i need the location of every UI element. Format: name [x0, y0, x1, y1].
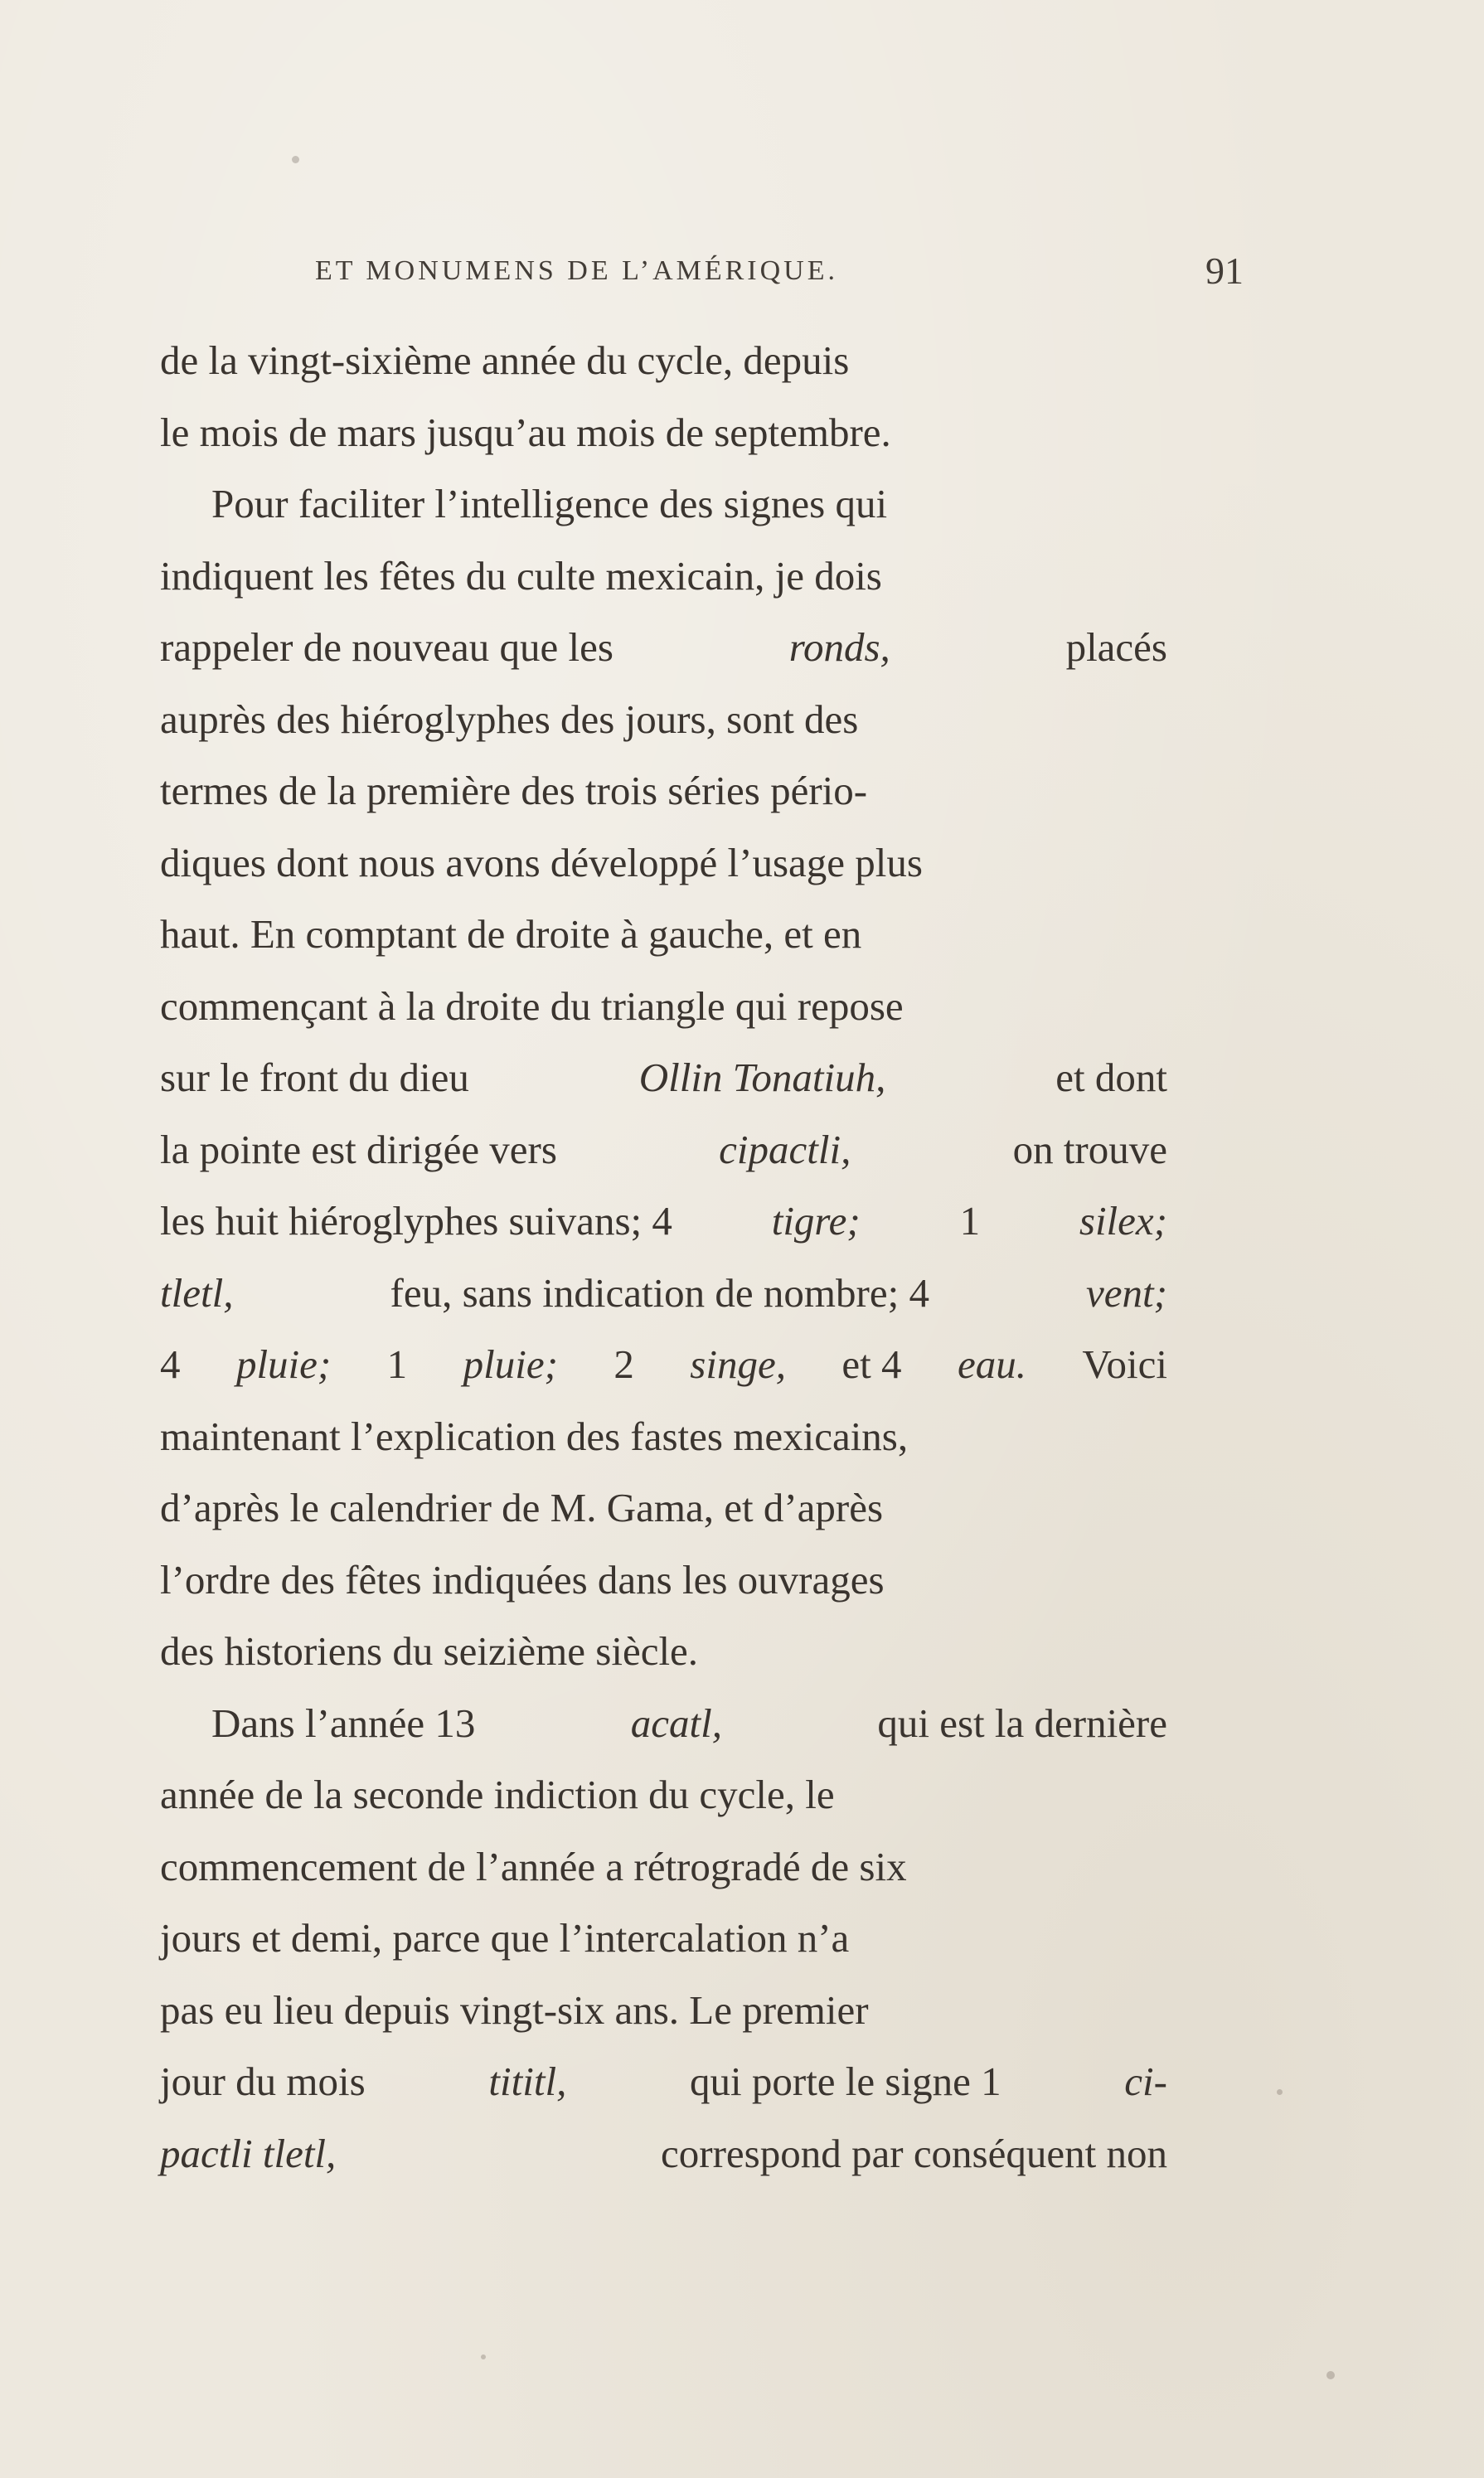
text-segment: diques dont nous avons développé l’usage plus	[160, 839, 923, 885]
text-line-content	[160, 1258, 1167, 1330]
text-segment: qui est la dernière	[877, 1700, 1167, 1746]
text-segment: 2	[613, 1341, 634, 1387]
text-line	[160, 1545, 1167, 1617]
text-line-content	[160, 1042, 1167, 1114]
italic-term: pluie;	[463, 1341, 558, 1387]
text-line	[160, 1616, 1167, 1688]
text-line	[160, 1688, 1167, 1760]
text-segment: Dans l’année 13	[211, 1700, 476, 1746]
text-line	[160, 1258, 1167, 1330]
italic-term: cipactli,	[719, 1126, 851, 1172]
italic-term: eau.	[957, 1341, 1026, 1387]
text-segment: 4	[160, 1341, 181, 1387]
text-line-content	[160, 1329, 1167, 1401]
text-segment: jour du mois	[160, 2059, 366, 2104]
text-segment: haut. En comptant de droite à gauche, et en	[160, 911, 862, 957]
italic-term: ronds,	[788, 624, 890, 670]
text-line	[160, 1975, 1167, 2047]
text-segment: feu, sans indication de nombre; 4	[390, 1269, 929, 1316]
italic-term: silex;	[1079, 1198, 1167, 1244]
text-segment: Pour faciliter l’intelligence des signes qui	[211, 481, 888, 526]
text-segment: l’ordre des fêtes indiquées dans les ouvrages	[160, 1556, 885, 1603]
text-line-content	[160, 2118, 1167, 2190]
text-segment: Voici	[1082, 1341, 1167, 1387]
text-segment: maintenant l’explication des fastes mexicains,	[160, 1413, 909, 1459]
text-line-content	[160, 612, 1167, 684]
italic-term: tigre;	[771, 1198, 861, 1244]
text-line	[160, 1401, 1167, 1473]
text-line	[160, 1759, 1167, 1831]
text-line	[160, 684, 1167, 756]
text-line	[160, 1903, 1167, 1975]
italic-term: singe,	[690, 1341, 786, 1387]
italic-term: vent;	[1086, 1269, 1167, 1316]
text-line	[160, 755, 1167, 827]
text-line-content	[211, 1688, 1167, 1760]
text-line-content	[160, 1114, 1167, 1186]
text-segment: 1	[386, 1341, 408, 1387]
paper-fleck	[1326, 2371, 1335, 2379]
italic-term: pactli tletl,	[160, 2130, 337, 2176]
text-segment: 1	[959, 1198, 981, 1244]
text-line	[160, 1831, 1167, 1903]
text-line	[160, 541, 1167, 613]
italic-term: acatl,	[630, 1700, 722, 1746]
text-segment: et 4	[841, 1341, 902, 1387]
text-line	[160, 612, 1167, 684]
text-segment: de la vingt-sixième année du cycle, depuis	[160, 337, 850, 383]
text-segment: année de la seconde indiction du cycle, le	[160, 1772, 835, 1817]
text-line	[160, 899, 1167, 971]
text-line-content	[160, 2046, 1167, 2118]
text-line	[160, 2046, 1167, 2118]
page-number: 91	[1205, 250, 1244, 292]
text-line	[160, 1329, 1167, 1401]
text-segment: d’après le calendrier de M. Gama, et d’après	[160, 1485, 884, 1530]
body-text	[160, 325, 1167, 2189]
italic-term: ci-	[1124, 2059, 1167, 2104]
text-segment: termes de la première des trois séries pério-	[160, 768, 868, 813]
text-segment: jours et demi, parce que l’intercalation n’a	[160, 1915, 850, 1961]
text-segment: le mois de mars jusqu’au mois de septembre.	[160, 409, 891, 455]
text-segment: commençant à la droite du triangle qui repose	[160, 982, 904, 1029]
text-segment: les huit hiéroglyphes suivans; 4	[160, 1198, 672, 1244]
text-segment: on trouve	[1012, 1126, 1167, 1172]
text-segment: auprès des hiéroglyphes des jours, sont des	[160, 696, 859, 742]
text-line	[160, 971, 1167, 1043]
text-line	[160, 325, 1167, 397]
italic-term: tletl,	[160, 1269, 234, 1316]
text-segment: la pointe est dirigée vers	[160, 1126, 557, 1172]
paper-fleck	[1277, 2089, 1283, 2095]
paper-fleck	[481, 2354, 486, 2359]
text-line-content	[160, 1186, 1167, 1258]
text-segment: placés	[1065, 624, 1167, 670]
text-segment: qui porte le signe 1	[690, 2059, 1001, 2104]
text-line	[160, 1472, 1167, 1545]
text-segment: correspond par conséquent non	[661, 2130, 1167, 2176]
running-title: ET MONUMENS DE L’AMÉRIQUE.	[315, 255, 838, 286]
text-line	[160, 2118, 1167, 2190]
text-segment: rappeler de nouveau que les	[160, 624, 613, 670]
text-segment: sur le front du dieu	[160, 1055, 469, 1100]
text-segment: commencement de l’année a rétrogradé de six	[160, 1843, 907, 1889]
text-line	[160, 1114, 1167, 1186]
text-line	[160, 468, 1167, 541]
text-segment: pas eu lieu depuis vingt-six ans. Le premier	[160, 1986, 869, 2033]
italic-term: Ollin Tonatiuh,	[638, 1055, 886, 1100]
italic-term: pluie;	[235, 1341, 332, 1387]
text-line	[160, 827, 1167, 900]
italic-term: tititl,	[488, 2059, 567, 2104]
text-segment: et dont	[1055, 1055, 1167, 1100]
text-segment: des historiens du seizième siècle.	[160, 1628, 699, 1674]
text-line	[160, 1186, 1167, 1258]
text-segment: indiquent les fêtes du culte mexicain, je dois	[160, 552, 882, 599]
text-line	[160, 397, 1167, 469]
running-head	[315, 249, 1244, 307]
text-line	[160, 1042, 1167, 1114]
paper-fleck	[292, 156, 299, 163]
